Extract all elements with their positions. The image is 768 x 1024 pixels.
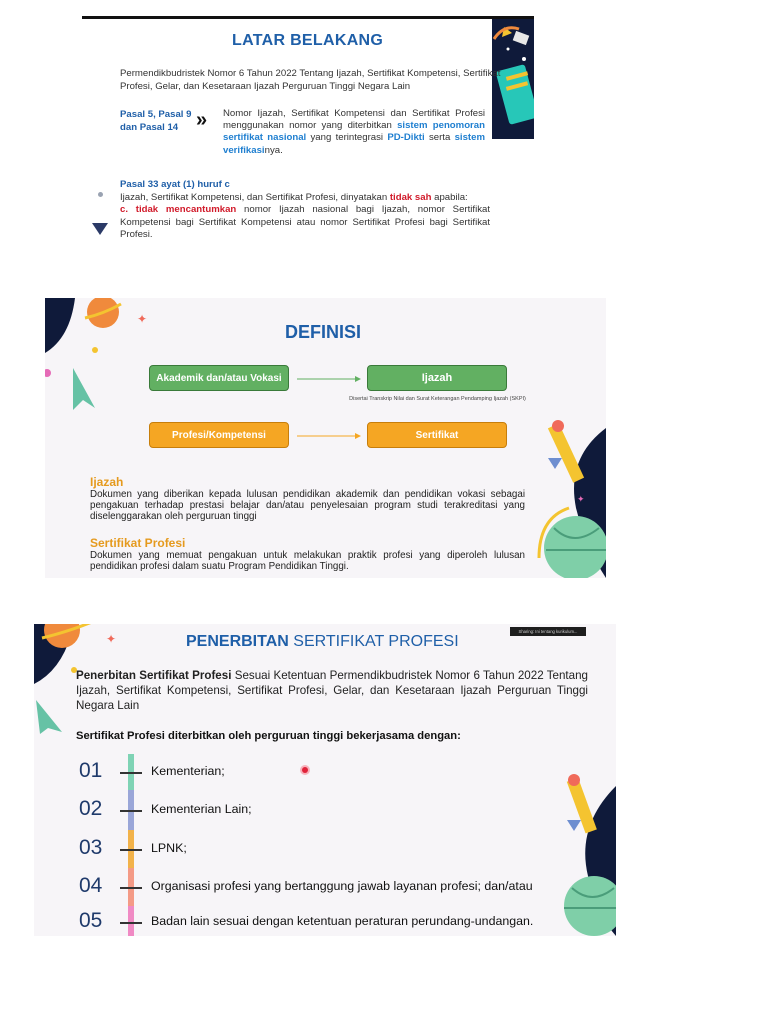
highlight-sistem-verifikasi: sistem verifikasi	[223, 132, 485, 156]
list-item-number: 03	[79, 836, 103, 859]
list-item-text: Kementerian;	[151, 764, 225, 778]
triangle-decoration-icon	[92, 223, 108, 235]
list-item-number: 04	[79, 874, 103, 897]
slide-latar-belakang	[82, 16, 534, 252]
ijazah-note: Disertai Transkrip Nilai dan Surat Keterangan Pendamping Ijazah (SKPI)	[349, 396, 526, 402]
intro-text: Permendikbudristek Nomor 6 Tahun 2022 Tentang Ijazah, Sertifikat Kompetensi, Sertifikat Profesi, Gelar, dan Kesetaraan Ijazah Perguruan Tinggi Negara Lain	[120, 68, 501, 92]
sparkle-icon: ✦	[106, 632, 117, 646]
laser-pointer-icon	[302, 767, 308, 773]
list-tick	[120, 849, 142, 851]
list-item-text: Organisasi profesi yang bertanggung jawab layanan profesi; dan/atau	[151, 879, 533, 893]
box-profesi-kompetensi: Profesi/Kompetensi	[149, 422, 289, 448]
arrow-right-green	[295, 374, 363, 384]
screen-share-bar[interactable]: Sharing: Ini tentang kurikulum...	[510, 627, 586, 636]
list-item-number: 05	[79, 909, 103, 932]
slide-penerbitan-sertifikat-profesi	[34, 624, 616, 936]
pasal-33-text: Ijazah, Sertifikat Kompetensi, dan Sertifikat Profesi, dinyatakan tidak sah apabila: c. tidak mencantumkan nomor Ijazah nasional bagi Ijazah, nomor Sertifikat Kompetensi bagi Sertifikat Kompetensi atau nomor Sertifikat Profesi bagi Sertifikat Profesi.	[120, 192, 490, 240]
list-item-text: LPNK;	[151, 841, 187, 855]
double-chevron-right-icon: »	[196, 109, 208, 131]
pasal-33-label: Pasal 33 ayat (1) huruf c	[120, 179, 230, 190]
bullet-dot	[98, 192, 103, 197]
list-item-number: 01	[79, 759, 103, 782]
list-tick	[120, 810, 142, 812]
definition-heading-sertifikat-profesi: Sertifikat Profesi	[90, 536, 186, 550]
intro-paragraph: Penerbitan Sertifikat Profesi Sesuai Ketentuan Permendikbudristek Nomor 6 Tahun 2022 Tentang Ijazah, Sertifikat Kompetensi, Sertifikat Profesi, Gelar, dan Kesetaraan Ijazah Perguruan Tinggi Negara Lain	[76, 669, 588, 712]
highlight-tidak-mencantumkan: c. tidak mencantumkan	[120, 204, 237, 216]
definition-heading-ijazah: Ijazah	[90, 475, 124, 489]
definition-text-ijazah: Dokumen yang diberikan kepada lulusan pendidikan akademik dan pendidikan vokasi sebagai pengakuan terhadap prestasi belajar dan/atau penyelesaian program studi terakreditasi yang diselenggarakan oleh perguruan tinggi	[90, 489, 525, 523]
arrow-right-orange	[295, 431, 363, 441]
triangle-decoration-icon	[567, 820, 581, 831]
triangle-decoration-icon	[548, 458, 562, 469]
slide-title: PENERBITAN SERTIFIKAT PROFESI	[186, 633, 459, 650]
box-sertifikat: Sertifikat	[367, 422, 507, 448]
list-item-text: Kementerian Lain;	[151, 802, 252, 816]
box-ijazah: Ijazah	[367, 365, 507, 391]
timeline-segment	[128, 906, 134, 936]
pasal-5-9-14-label: Pasal 5, Pasal 9 dan Pasal 14	[120, 109, 192, 133]
slide-title: LATAR BELAKANG	[232, 32, 384, 49]
pasal-5-9-14-text: Nomor Ijazah, Sertifikat Kompetensi dan Sertifikat Profesi menggunakan nomor yang diterbitkan sistem penomoran sertifikat nasional yang terintegrasi PD-Dikti serta sistem verifikasinya.	[223, 108, 485, 156]
list-tick	[120, 772, 142, 774]
pencil-globe-decoration-icon	[536, 418, 606, 578]
slide-definisi	[45, 298, 606, 578]
slide-title: DEFINISI	[285, 322, 362, 342]
highlight-pd-dikti: PD-Dikti	[387, 132, 425, 144]
pencil-globe-decoration-icon	[556, 766, 616, 936]
highlight-tidak-sah: tidak sah	[389, 192, 432, 203]
planet-rocket-decoration-icon	[45, 298, 125, 418]
sparkle-icon: ✦	[577, 494, 585, 504]
list-tick	[120, 887, 142, 889]
sparkle-icon: ✦	[137, 312, 148, 326]
list-subheading: Sertifikat Profesi diterbitkan oleh perguruan tinggi bekerjasama dengan:	[76, 730, 461, 742]
list-item-text: Badan lain sesuai dengan ketentuan peraturan perundang-undangan.	[151, 914, 534, 928]
definition-text-sertifikat-profesi: Dokumen yang memuat pengakuan untuk melakukan praktik profesi yang diperoleh lulusan pendidikan profesi dalam suatu Program Pendidikan Tinggi.	[90, 550, 525, 573]
list-item-number: 02	[79, 797, 103, 820]
box-akademik-vokasi: Akademik dan/atau Vokasi	[149, 365, 289, 391]
list-tick	[120, 922, 142, 924]
highlight-sistem-penomoran: sistem penomoran sertifikat nasional	[223, 120, 485, 144]
